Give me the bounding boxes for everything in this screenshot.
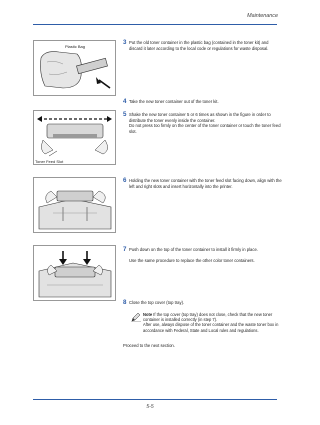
insert-toner-figure: [33, 177, 116, 233]
step-number: 7: [123, 246, 127, 253]
step-number: 4: [123, 98, 127, 105]
footer-rule: [33, 399, 277, 400]
step-number: 5: [123, 111, 127, 118]
step-number: 3: [123, 39, 127, 46]
page-number: 5-5: [146, 404, 154, 410]
proceed-text: Proceed to the next section.: [123, 343, 175, 348]
pencil-note-icon: [131, 312, 141, 323]
plastic-bag-label: Plastic Bag: [65, 44, 86, 49]
header-rule: [33, 24, 277, 25]
step-6: [123, 178, 283, 192]
step-4: [123, 99, 283, 108]
step-3: [123, 40, 283, 54]
step-7: [123, 247, 283, 266]
step-caution-text: Do not press too firmly on the center of the toner container or touch the toner feed slot.: [129, 123, 281, 134]
step-text: Put the old toner container in the plastic bag (contained in the toner kit) and discard it later according to the local code or regulations for waste disposal.: [129, 40, 269, 51]
step-5: [123, 112, 283, 137]
toner-feed-slot-label: Toner Feed Slot: [35, 159, 64, 164]
step-text: Close the top cover (top tray).: [129, 300, 185, 305]
note-block: [123, 312, 279, 333]
push-down-figure: [33, 245, 116, 301]
running-header: Maintenance: [247, 13, 278, 19]
plastic-bag-figure: [33, 40, 116, 96]
step-number: 8: [123, 299, 127, 306]
step-number: 6: [123, 177, 127, 184]
step-text: Use the same procedure to replace the other color toner containers.: [129, 257, 255, 263]
note-line: [143, 312, 279, 322]
step-text: Push down on the top of the toner container to install it firmly in place.: [129, 247, 258, 252]
shake-toner-figure: [33, 110, 116, 165]
step-text: Take the new toner container out of the toner kit.: [129, 99, 219, 104]
note-text-2: After use, always dispose of the toner container and the waste toner box in accordance with Federal, State and Local rules and regulations.: [143, 322, 279, 333]
step-text: Shake the new toner container 5 or 6 times as shown in the figure in order to distribute the toner evenly inside the container.: [129, 112, 271, 123]
note-text-1: If the top cover (top tray) does not close, check that the new toner container is installed correctly (in step 7).: [143, 312, 273, 323]
step-text: Holding the new toner container with the toner feed slot facing down, align with the left and right slots and insert horizontally into the printer.: [129, 178, 282, 189]
step-8: [123, 300, 283, 309]
note-label: Note: [143, 312, 153, 317]
